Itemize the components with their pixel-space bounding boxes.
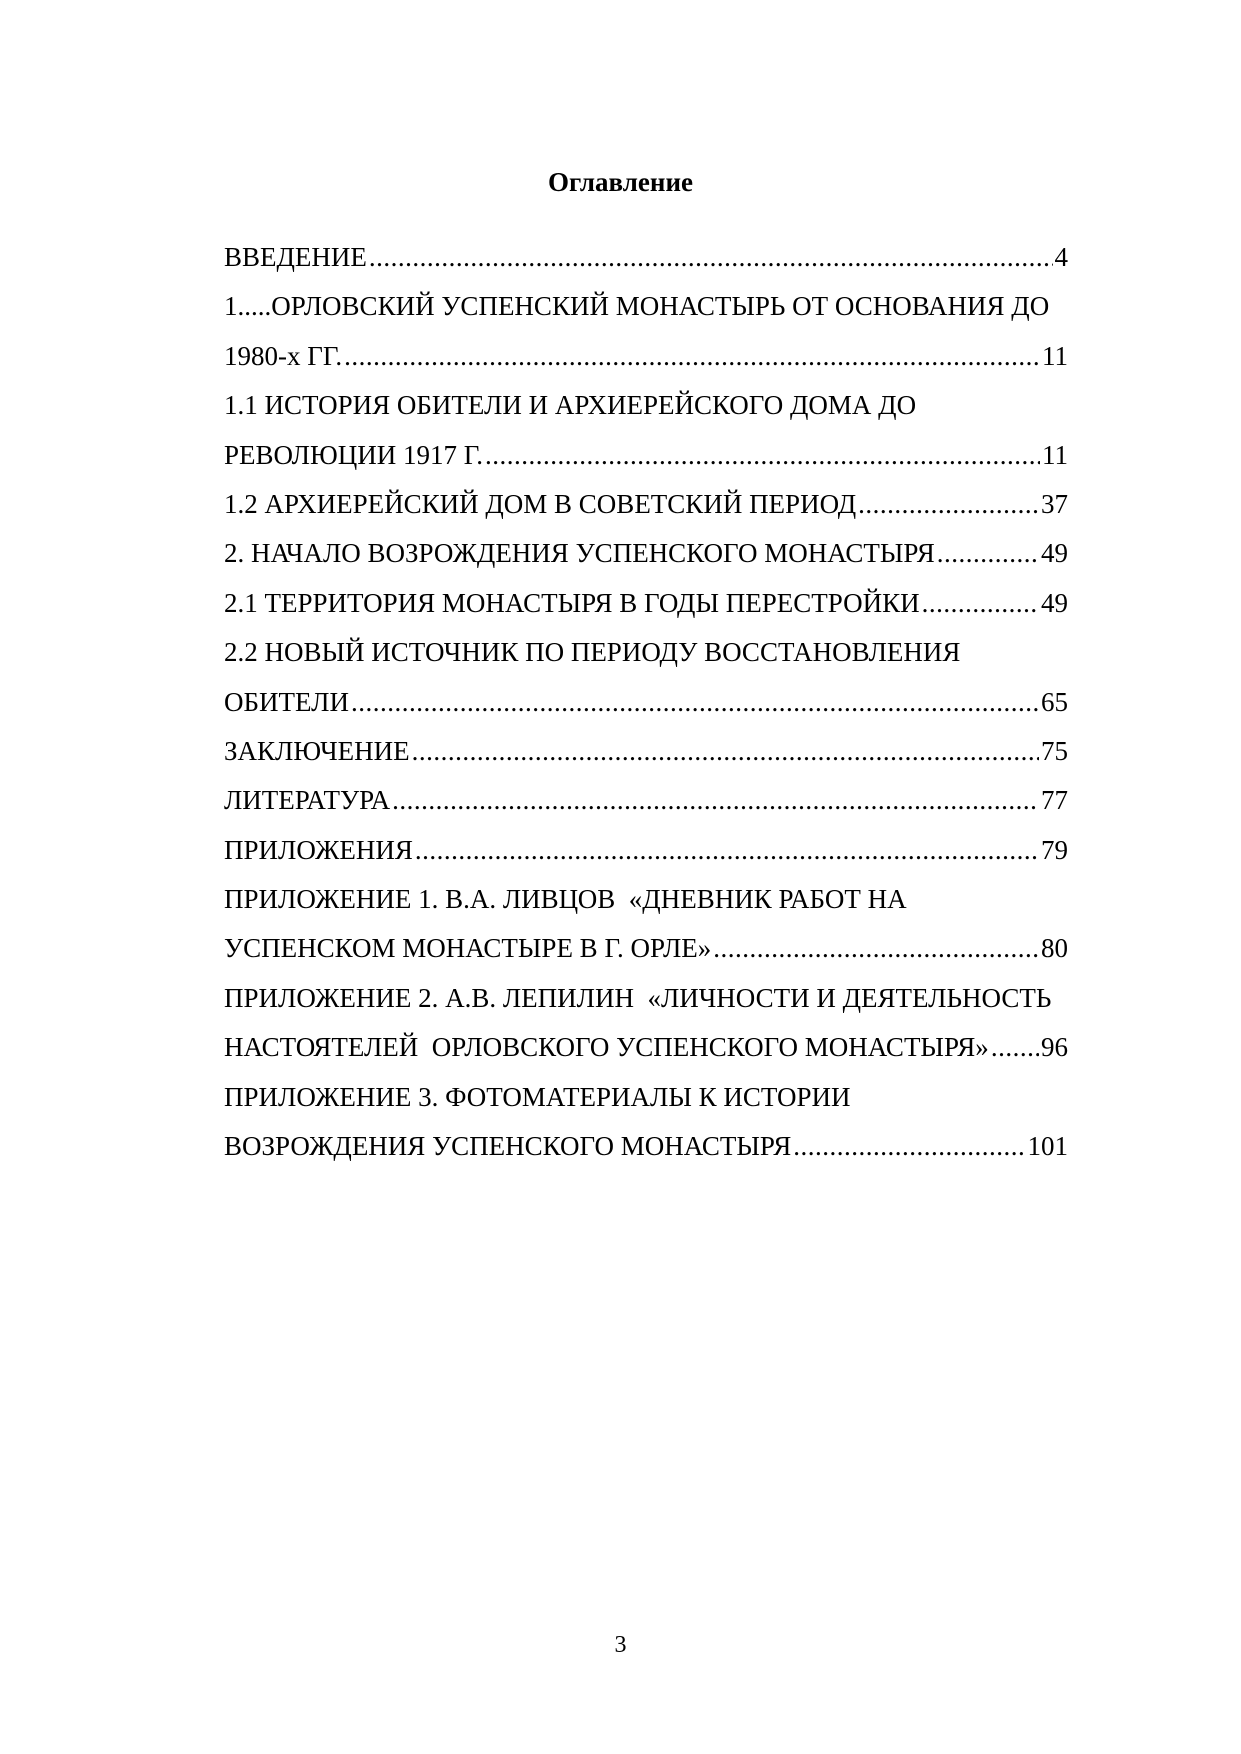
- toc-leader-dots: [713, 924, 1039, 973]
- toc-entry-page: 75: [1041, 735, 1068, 766]
- toc-entry-section-1-1-line-1[interactable]: 1.1 ИСТОРИЯ ОБИТЕЛИ И АРХИЕРЕЙСКОГО ДОМА ДО: [224, 390, 917, 421]
- toc-leader-dots: [485, 431, 1040, 480]
- toc-entry-page: 77: [1041, 785, 1068, 816]
- toc-entry-appendices[interactable]: [224, 826, 1068, 875]
- toc-leader-dots: [351, 678, 1039, 727]
- toc-entry-page: 49: [1041, 538, 1068, 569]
- toc-entry-chapter-1-line-1[interactable]: 1.....ОРЛОВСКИЙ УСПЕНСКИЙ МОНАСТЫРЬ ОТ ОСНОВАНИЯ ДО: [224, 291, 1050, 322]
- toc-leader-dots: [991, 1023, 1039, 1072]
- toc-entry-introduction[interactable]: [224, 233, 1068, 282]
- toc-entry-text: ОБИТЕЛИ: [224, 686, 349, 717]
- toc-entry-text: ВОЗРОЖДЕНИЯ УСПЕНСКОГО МОНАСТЫРЯ: [224, 1131, 792, 1162]
- toc-leader-dots: [412, 727, 1039, 776]
- toc-entry-appendix-2-line-1[interactable]: ПРИЛОЖЕНИЕ 2. А.В. ЛЕПИЛИН «ЛИЧНОСТИ И ДЕЯТЕЛЬНОСТЬ: [224, 982, 1052, 1013]
- table-of-contents: [224, 233, 1068, 1171]
- toc-entry-text: 1.2 АРХИЕРЕЙСКИЙ ДОМ В СОВЕТСКИЙ ПЕРИОД: [224, 488, 857, 519]
- toc-entry-page: 65: [1041, 686, 1068, 717]
- toc-leader-dots: [344, 332, 1040, 381]
- page-title: Оглавление: [548, 167, 693, 197]
- toc-entry-text: 2.1 ТЕРРИТОРИЯ МОНАСТЫРЯ В ГОДЫ ПЕРЕСТРОЙКИ: [224, 587, 920, 618]
- toc-entry-section-2-2[interactable]: [224, 678, 1068, 727]
- toc-entry-literature[interactable]: [224, 776, 1068, 825]
- toc-entry-text: ВВЕДЕНИЕ: [224, 242, 367, 272]
- toc-entry-section-2-2-line-1[interactable]: 2.2 НОВЫЙ ИСТОЧНИК ПО ПЕРИОДУ ВОССТАНОВЛЕНИЯ: [224, 637, 961, 668]
- toc-entry-page: 11: [1042, 340, 1068, 371]
- toc-entry-text: УСПЕНСКОМ МОНАСТЫРЕ В Г. ОРЛЕ»: [224, 933, 712, 964]
- page-number: 3: [614, 1632, 627, 1658]
- toc-entry-text: РЕВОЛЮЦИИ 1917 Г.: [224, 439, 484, 470]
- toc-entry-appendix-2[interactable]: [224, 1023, 1068, 1072]
- toc-leader-dots: [369, 233, 1053, 282]
- toc-entry-text: НАСТОЯТЕЛЕЙ ОРЛОВСКОГО УСПЕНСКОГО МОНАСТЫРЯ»: [224, 1032, 989, 1063]
- toc-entry-appendix-1-line-1[interactable]: ПРИЛОЖЕНИЕ 1. В.А. ЛИВЦОВ «ДНЕВНИК РАБОТ НА: [224, 884, 907, 915]
- toc-entry-appendix-3[interactable]: [224, 1122, 1068, 1171]
- toc-leader-dots: [858, 480, 1039, 529]
- toc-entry-text: ЛИТЕРАТУРА: [224, 785, 391, 816]
- toc-entry-text: 2. НАЧАЛО ВОЗРОЖДЕНИЯ УСПЕНСКОГО МОНАСТЫРЯ: [224, 538, 935, 569]
- toc-entry-page: 4: [1054, 242, 1068, 272]
- toc-entry-chapter-1[interactable]: [224, 332, 1068, 381]
- toc-entry-appendix-3-line-1[interactable]: ПРИЛОЖЕНИЕ 3. ФОТОМАТЕРИАЛЫ К ИСТОРИИ: [224, 1081, 851, 1112]
- toc-entry-page: 79: [1041, 834, 1068, 865]
- toc-entry-text: 1980-х ГГ.: [224, 340, 343, 371]
- toc-entry-page: 101: [1027, 1131, 1068, 1162]
- toc-entry-page: 96: [1041, 1032, 1068, 1063]
- toc-entry-section-1-1[interactable]: [224, 431, 1068, 480]
- toc-entry-page: 37: [1041, 488, 1068, 519]
- toc-entry-text: ЗАКЛЮЧЕНИЕ: [224, 735, 410, 766]
- toc-entry-chapter-2[interactable]: [224, 529, 1068, 578]
- toc-entry-section-1-2[interactable]: [224, 480, 1068, 529]
- toc-entry-section-2-1[interactable]: [224, 579, 1068, 628]
- toc-leader-dots: [793, 1122, 1025, 1171]
- toc-entry-page: 80: [1041, 933, 1068, 964]
- toc-leader-dots: [922, 579, 1039, 628]
- toc-entry-page: 11: [1042, 439, 1068, 470]
- toc-entry-page: 49: [1041, 587, 1068, 618]
- toc-entry-conclusion[interactable]: [224, 727, 1068, 776]
- toc-leader-dots: [392, 776, 1039, 825]
- toc-entry-text: ПРИЛОЖЕНИЯ: [224, 834, 413, 865]
- toc-entry-appendix-1[interactable]: [224, 924, 1068, 973]
- toc-leader-dots: [415, 826, 1039, 875]
- toc-leader-dots: [937, 529, 1039, 578]
